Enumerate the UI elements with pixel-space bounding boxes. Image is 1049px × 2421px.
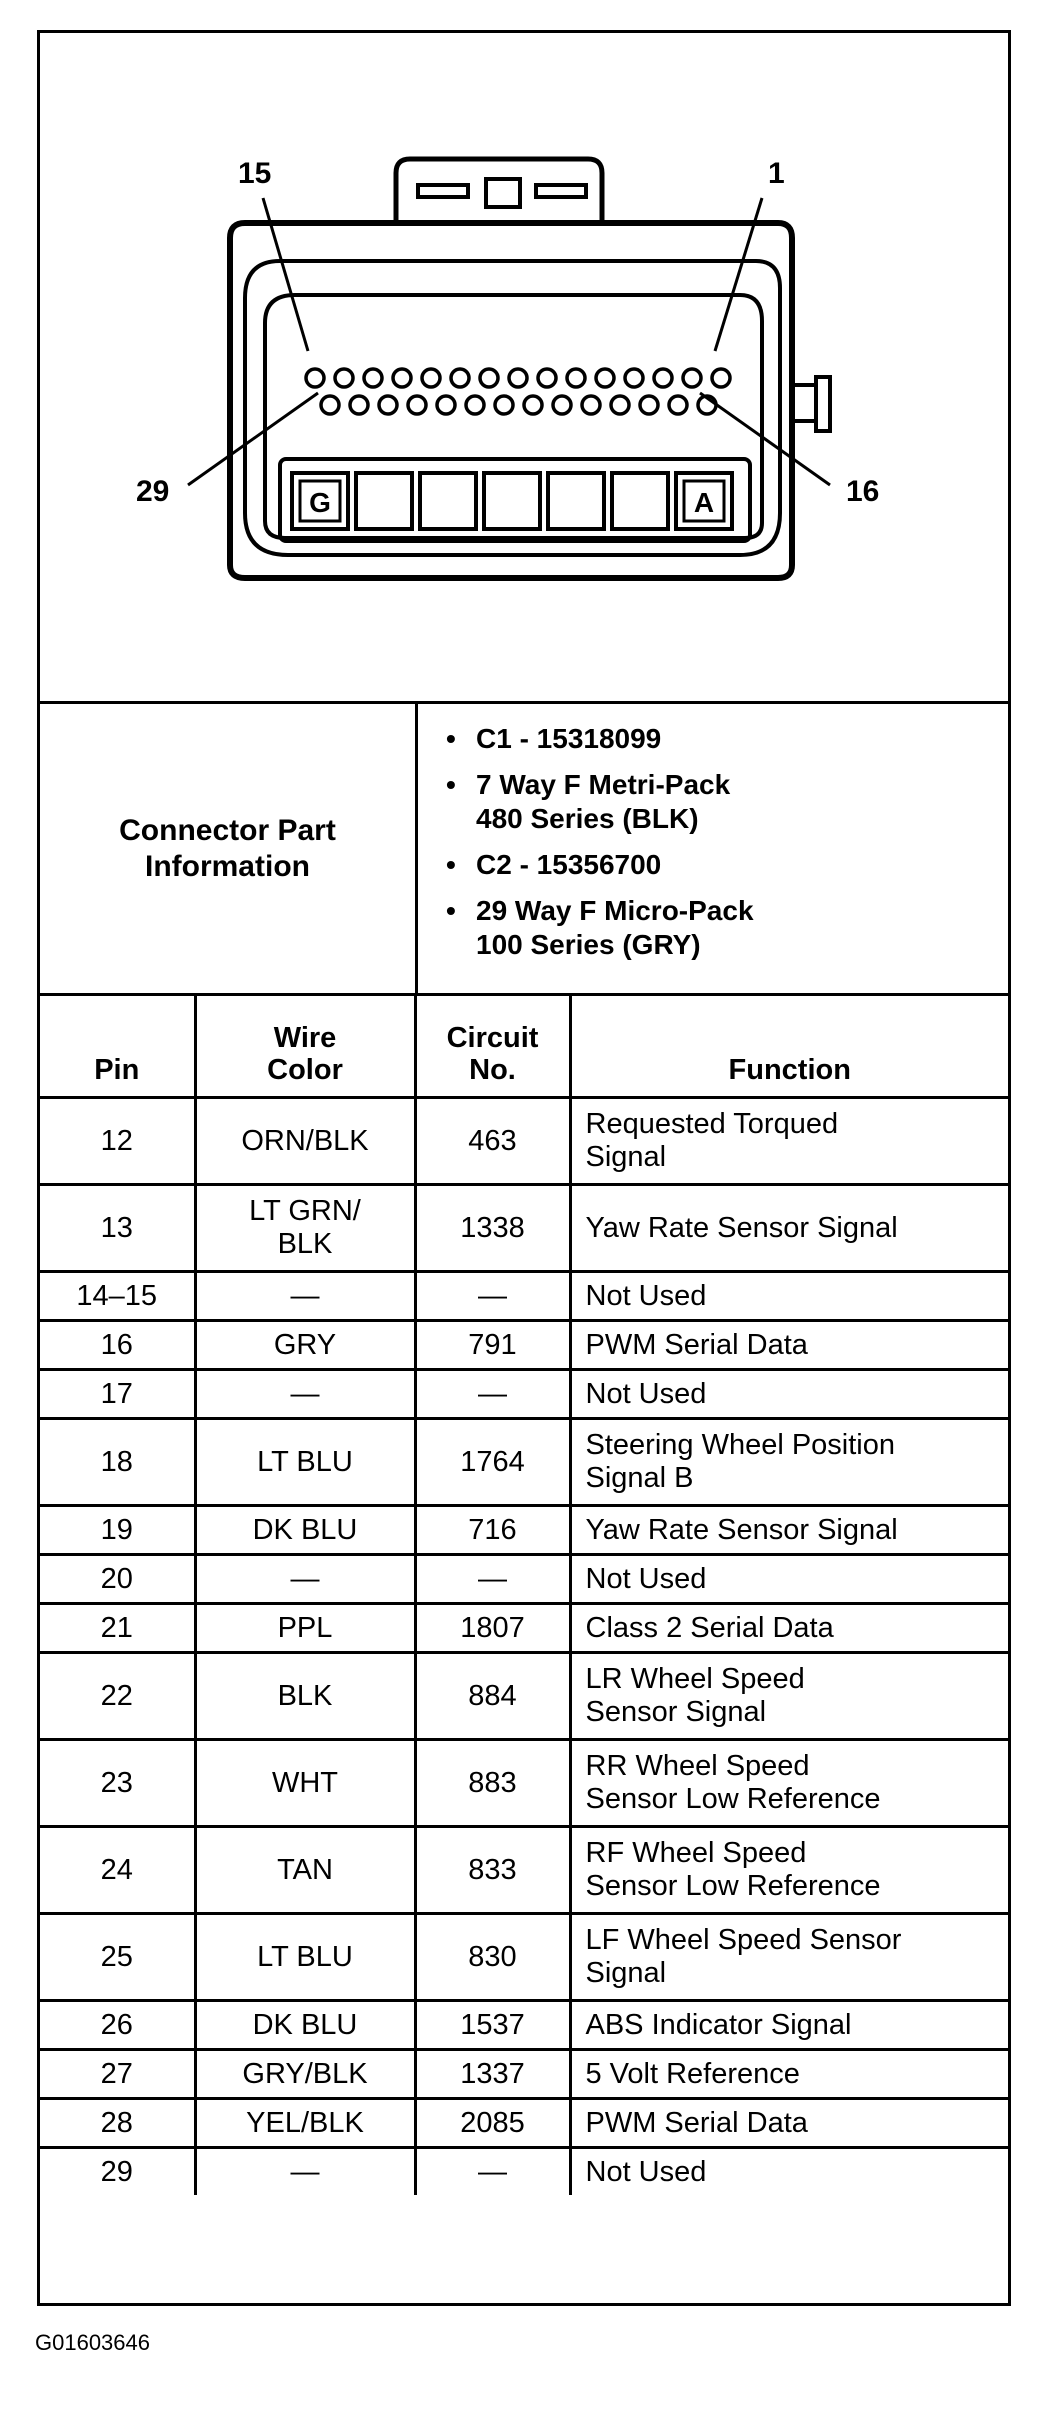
pin-hole	[306, 369, 324, 387]
cavity	[548, 473, 604, 529]
pin-hole	[364, 369, 382, 387]
pin-hole	[437, 396, 455, 414]
pin-hole	[393, 369, 411, 387]
pin-hole	[596, 369, 614, 387]
cell-wire-color: PPL	[195, 1604, 415, 1653]
pin-hole	[683, 369, 701, 387]
part-info-item: • C1 - 15318099	[446, 722, 1008, 756]
cell-pin: 23	[40, 1740, 195, 1827]
cell-function: Not Used	[570, 1555, 1008, 1604]
pin-hole	[451, 369, 469, 387]
cell-function: Class 2 Serial Data	[570, 1604, 1008, 1653]
cell-function: ABS Indicator Signal	[570, 2001, 1008, 2050]
connector-sheet	[37, 30, 1011, 2306]
table-row	[40, 1740, 1008, 1827]
cavity-label-a: A	[693, 487, 715, 518]
pin-hole	[611, 396, 629, 414]
table-row	[40, 1098, 1008, 1185]
cell-circuit: 884	[415, 1653, 570, 1740]
cell-pin: 29	[40, 2148, 195, 2196]
cell-function: Yaw Rate Sensor Signal	[570, 1506, 1008, 1555]
part-info-list	[418, 704, 1008, 993]
cell-wire-color: LT GRN/ BLK	[195, 1185, 415, 1272]
side-tab	[792, 385, 816, 421]
cell-function: Yaw Rate Sensor Signal	[570, 1185, 1008, 1272]
pin-hole	[321, 396, 339, 414]
connector-diagram	[40, 33, 1008, 701]
pin-hole	[466, 396, 484, 414]
cell-circuit: 1337	[415, 2050, 570, 2099]
cell-wire-color: BLK	[195, 1653, 415, 1740]
latch-slot-right	[536, 185, 586, 197]
cavity-label-g: G	[309, 487, 331, 518]
table-row	[40, 1506, 1008, 1555]
pin-hole	[408, 396, 426, 414]
cell-function: Steering Wheel Position Signal B	[570, 1419, 1008, 1506]
cell-circuit: 2085	[415, 2099, 570, 2148]
cell-wire-color: TAN	[195, 1827, 415, 1914]
table-row	[40, 2050, 1008, 2099]
cell-wire-color: —	[195, 2148, 415, 2196]
cell-pin: 25	[40, 1914, 195, 2001]
cell-wire-color: LT BLU	[195, 1419, 415, 1506]
table-row	[40, 1370, 1008, 1419]
table-row	[40, 1185, 1008, 1272]
cell-function: Not Used	[570, 1370, 1008, 1419]
part-info-item: • 29 Way F Micro-Pack 100 Series (GRY)	[446, 894, 1008, 962]
cell-pin: 24	[40, 1827, 195, 1914]
cavity	[356, 473, 412, 529]
pin-hole	[669, 396, 687, 414]
cell-function: PWM Serial Data	[570, 1321, 1008, 1370]
cell-circuit: 830	[415, 1914, 570, 2001]
cell-pin: 21	[40, 1604, 195, 1653]
table-row	[40, 1555, 1008, 1604]
pin-hole	[509, 369, 527, 387]
cell-pin: 26	[40, 2001, 195, 2050]
cell-function: 5 Volt Reference	[570, 2050, 1008, 2099]
cell-pin: 16	[40, 1321, 195, 1370]
cell-circuit: —	[415, 1555, 570, 1604]
cell-wire-color: WHT	[195, 1740, 415, 1827]
part-info-label-line1: Connector Part	[119, 813, 336, 847]
table-row	[40, 1419, 1008, 1506]
pin-label-15: 15	[238, 157, 272, 190]
connector-part-info	[40, 704, 1008, 996]
cell-circuit: 1764	[415, 1419, 570, 1506]
pin-hole	[379, 396, 397, 414]
pin-label-16: 16	[846, 475, 880, 508]
cell-circuit: —	[415, 1370, 570, 1419]
header-circuit-no: Circuit No.	[415, 996, 570, 1098]
figure-id: G01603646	[35, 2330, 150, 2355]
pin-hole	[495, 396, 513, 414]
cell-pin: 20	[40, 1555, 195, 1604]
cell-circuit: 1807	[415, 1604, 570, 1653]
cell-wire-color: LT BLU	[195, 1914, 415, 2001]
latch-slot-center	[486, 179, 520, 207]
pin-hole	[582, 396, 600, 414]
pin-hole	[654, 369, 672, 387]
cell-circuit: —	[415, 2148, 570, 2196]
pin-hole	[538, 369, 556, 387]
cell-wire-color: —	[195, 1370, 415, 1419]
cell-wire-color: ORN/BLK	[195, 1098, 415, 1185]
pin-label-1: 1	[768, 157, 785, 190]
cavity	[612, 473, 668, 529]
cell-pin: 13	[40, 1185, 195, 1272]
table-row	[40, 2099, 1008, 2148]
header-pin: Pin	[40, 996, 195, 1098]
cell-function: Requested Torqued Signal	[570, 1098, 1008, 1185]
cell-function: Not Used	[570, 1272, 1008, 1321]
pinout-table-header	[40, 996, 1008, 1098]
table-row	[40, 1604, 1008, 1653]
cell-wire-color: —	[195, 1555, 415, 1604]
cell-circuit: 716	[415, 1506, 570, 1555]
pin-hole	[480, 369, 498, 387]
cell-function: Not Used	[570, 2148, 1008, 2196]
pin-row-top	[306, 369, 730, 387]
pin-hole	[422, 369, 440, 387]
latch-slot-left	[418, 185, 468, 197]
pin-hole	[712, 369, 730, 387]
cell-circuit: 1537	[415, 2001, 570, 2050]
pin-hole	[567, 369, 585, 387]
cell-pin: 18	[40, 1419, 195, 1506]
pin-label-29: 29	[136, 475, 170, 508]
cell-function: RR Wheel Speed Sensor Low Reference	[570, 1740, 1008, 1827]
cell-circuit: 791	[415, 1321, 570, 1370]
pin-hole	[350, 396, 368, 414]
part-info-label-line2: Information	[144, 849, 310, 883]
table-row	[40, 1827, 1008, 1914]
table-row	[40, 2001, 1008, 2050]
cavity	[420, 473, 476, 529]
side-tab-knob	[816, 377, 830, 431]
cell-wire-color: DK BLU	[195, 2001, 415, 2050]
pin-hole	[625, 369, 643, 387]
cell-wire-color: GRY/BLK	[195, 2050, 415, 2099]
cell-pin: 12	[40, 1098, 195, 1185]
cell-circuit: —	[415, 1272, 570, 1321]
connector-diagram-panel	[40, 33, 1008, 704]
table-row	[40, 1914, 1008, 2001]
cell-function: RF Wheel Speed Sensor Low Reference	[570, 1827, 1008, 1914]
cell-circuit: 833	[415, 1827, 570, 1914]
cell-pin: 14–15	[40, 1272, 195, 1321]
table-row	[40, 1272, 1008, 1321]
cell-circuit: 1338	[415, 1185, 570, 1272]
part-info-item: • 7 Way F Metri-Pack 480 Series (BLK)	[446, 768, 1008, 836]
pin-hole	[335, 369, 353, 387]
header-function: Function	[570, 996, 1008, 1098]
cell-pin: 17	[40, 1370, 195, 1419]
pin-hole	[524, 396, 542, 414]
cavity	[484, 473, 540, 529]
table-row	[40, 2148, 1008, 2196]
table-row	[40, 1653, 1008, 1740]
cell-pin: 22	[40, 1653, 195, 1740]
cell-pin: 27	[40, 2050, 195, 2099]
cell-function: LF Wheel Speed Sensor Signal	[570, 1914, 1008, 2001]
pin-row-bottom	[321, 396, 716, 414]
cell-function: PWM Serial Data	[570, 2099, 1008, 2148]
cell-function: LR Wheel Speed Sensor Signal	[570, 1653, 1008, 1740]
cell-wire-color: DK BLU	[195, 1506, 415, 1555]
cell-circuit: 463	[415, 1098, 570, 1185]
part-info-item: • C2 - 15356700	[446, 848, 1008, 882]
cell-pin: 28	[40, 2099, 195, 2148]
cell-wire-color: GRY	[195, 1321, 415, 1370]
cavity-row	[292, 473, 732, 529]
header-wire-color: Wire Color	[195, 996, 415, 1098]
table-row	[40, 1321, 1008, 1370]
cell-pin: 19	[40, 1506, 195, 1555]
pin-hole	[553, 396, 571, 414]
cell-wire-color: YEL/BLK	[195, 2099, 415, 2148]
pinout-table	[40, 996, 1008, 2195]
part-info-label	[40, 704, 418, 993]
cell-circuit: 883	[415, 1740, 570, 1827]
cell-wire-color: —	[195, 1272, 415, 1321]
pin-hole	[640, 396, 658, 414]
